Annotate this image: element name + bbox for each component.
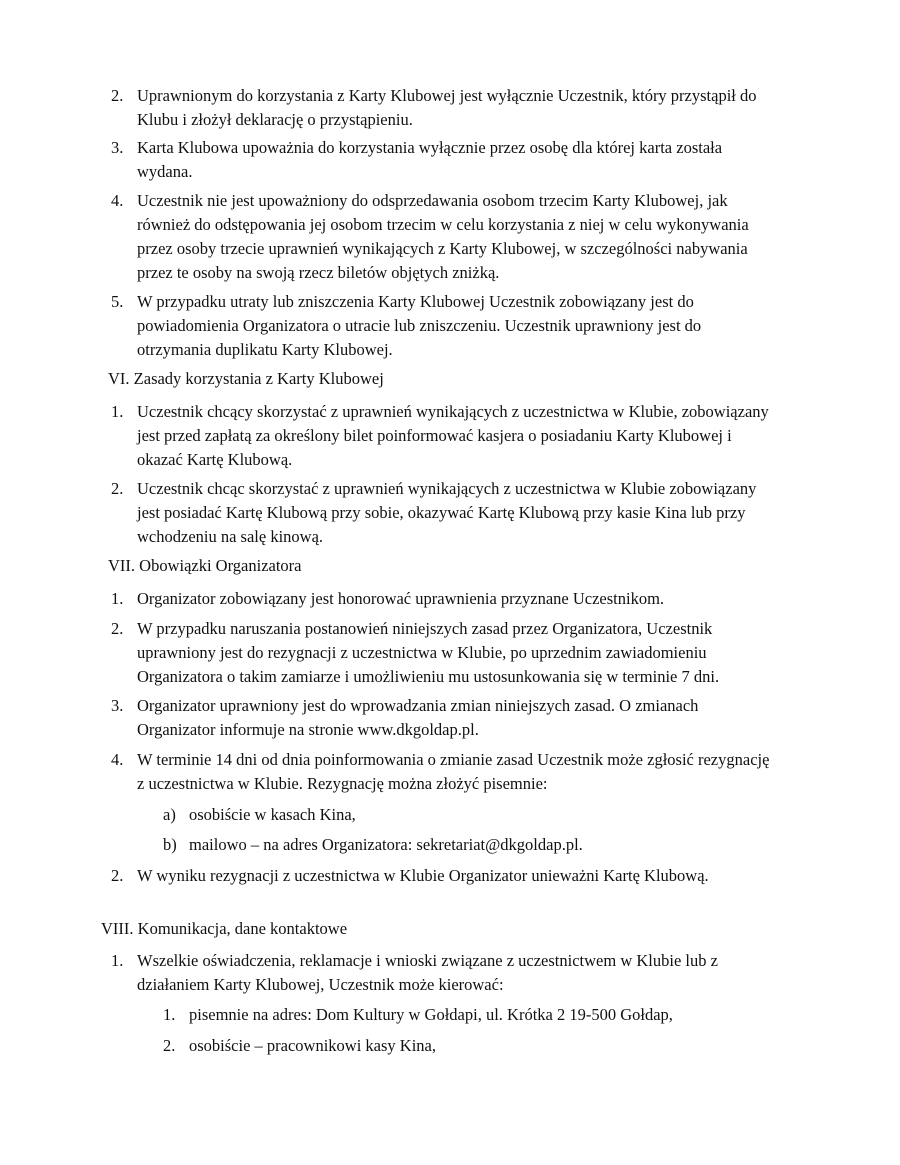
item-text: jest posiadać Kartę Klubową przy sobie, okazywać Kartę Klubową przy kasie Kina lub przy	[137, 503, 746, 522]
item-text: W terminie 14 dni od dnia poinformowania o zmianie zasad Uczestnik może zgłosić rezygnację	[137, 750, 770, 769]
item-text: Organizator uprawniony jest do wprowadzania zmian niniejszych zasad. O zmianach	[137, 696, 699, 715]
item-number: 5.	[111, 292, 124, 311]
item-text: z uczestnictwa w Klubie. Rezygnację można złożyć pisemnie:	[137, 774, 548, 793]
subitem-number: 2.	[163, 1036, 176, 1055]
section-heading: VII. Obowiązki Organizatora	[108, 556, 302, 575]
item-text: Klubu i złożył deklarację o przystąpieniu.	[137, 110, 413, 129]
item-text: Uczestnik nie jest upoważniony do odsprzedawania osobom trzecim Karty Klubowej, jak	[137, 191, 728, 210]
subitem-text: osobiście – pracownikowi kasy Kina,	[189, 1036, 436, 1055]
item-text: Karta Klubowa upoważnia do korzystania wyłącznie przez osobę dla której karta została	[137, 138, 723, 157]
item-text: Organizator informuje na stronie www.dkgoldap.pl.	[137, 720, 479, 739]
item-text: wchodzeniu na salę kinową.	[137, 527, 324, 546]
item-number: 2.	[111, 866, 124, 885]
subitem-letter: a)	[163, 805, 176, 824]
subitem-letter: b)	[163, 835, 177, 854]
item-text: Uczestnik chcąc skorzystać z uprawnień wynikających z uczestnictwa w Klubie zobowiązany	[137, 479, 757, 498]
item-number: 2.	[111, 479, 124, 498]
item-text: przez osoby trzecie uprawnień wynikających z Karty Klubowej, w szczególności nabywania	[137, 239, 748, 258]
item-text: otrzymania duplikatu Karty Klubowej.	[137, 340, 393, 359]
item-number: 1.	[111, 951, 124, 970]
item-number: 4.	[111, 750, 124, 769]
item-text: Organizatora o takim zamiarze i umożliwieniu mu ustosunkowania się w terminie 7 dni.	[137, 667, 720, 686]
item-number: 3.	[111, 138, 124, 157]
item-text: działaniem Karty Klubowej, Uczestnik może kierować:	[137, 975, 504, 994]
subitem-text: pisemnie na adres: Dom Kultury w Gołdapi, ul. Krótka 2 19-500 Gołdap,	[189, 1005, 673, 1024]
item-text: wydana.	[137, 162, 193, 181]
item-text: okazać Kartę Klubową.	[137, 450, 293, 469]
item-text: Wszelkie oświadczenia, reklamacje i wnioski związane z uczestnictwem w Klubie lub z	[137, 951, 718, 970]
item-text: W przypadku naruszania postanowień niniejszych zasad przez Organizatora, Uczestnik	[137, 619, 713, 638]
item-text: W wyniku rezygnacji z uczestnictwa w Klubie Organizator unieważni Kartę Klubową.	[137, 866, 709, 885]
item-text: Organizator zobowiązany jest honorować uprawnienia przyznane Uczestnikom.	[137, 589, 665, 608]
item-number: 1.	[111, 589, 124, 608]
item-number: 2.	[111, 619, 124, 638]
item-text: W przypadku utraty lub zniszczenia Karty Klubowej Uczestnik zobowiązany jest do	[137, 292, 694, 311]
item-number: 3.	[111, 696, 124, 715]
item-text: Uprawnionym do korzystania z Karty Klubowej jest wyłącznie Uczestnik, który przystąpił do	[137, 86, 757, 105]
section-heading: VIII. Komunikacja, dane kontaktowe	[101, 919, 348, 938]
item-number: 2.	[111, 86, 124, 105]
subitem-number: 1.	[163, 1005, 176, 1024]
subitem-text: osobiście w kasach Kina,	[189, 805, 356, 824]
item-text: przez te osoby na swoją rzecz biletów objętych zniżką.	[137, 263, 500, 282]
item-text: powiadomienia Organizatora o utracie lub zniszczeniu. Uczestnik uprawniony jest do	[137, 316, 702, 335]
item-text: również do odstępowania jej osobom trzecim w celu korzystania z niej w celu wykonywania	[137, 215, 749, 234]
item-text: Uczestnik chcący skorzystać z uprawnień wynikających z uczestnictwa w Klubie, zobowiązany	[137, 402, 769, 421]
item-text: jest przed zapłatą za określony bilet poinformować kasjera o posiadaniu Karty Klubowej i	[137, 426, 732, 445]
item-number: 1.	[111, 402, 124, 421]
item-text: uprawniony jest do rezygnacji z uczestnictwa w Klubie, po uprzednim zawiadomieniu	[137, 643, 707, 662]
subitem-text: mailowo – na adres Organizatora: sekretariat@dkgoldap.pl.	[189, 835, 583, 854]
item-number: 4.	[111, 191, 124, 210]
section-heading: VI. Zasady korzystania z Karty Klubowej	[108, 369, 384, 388]
